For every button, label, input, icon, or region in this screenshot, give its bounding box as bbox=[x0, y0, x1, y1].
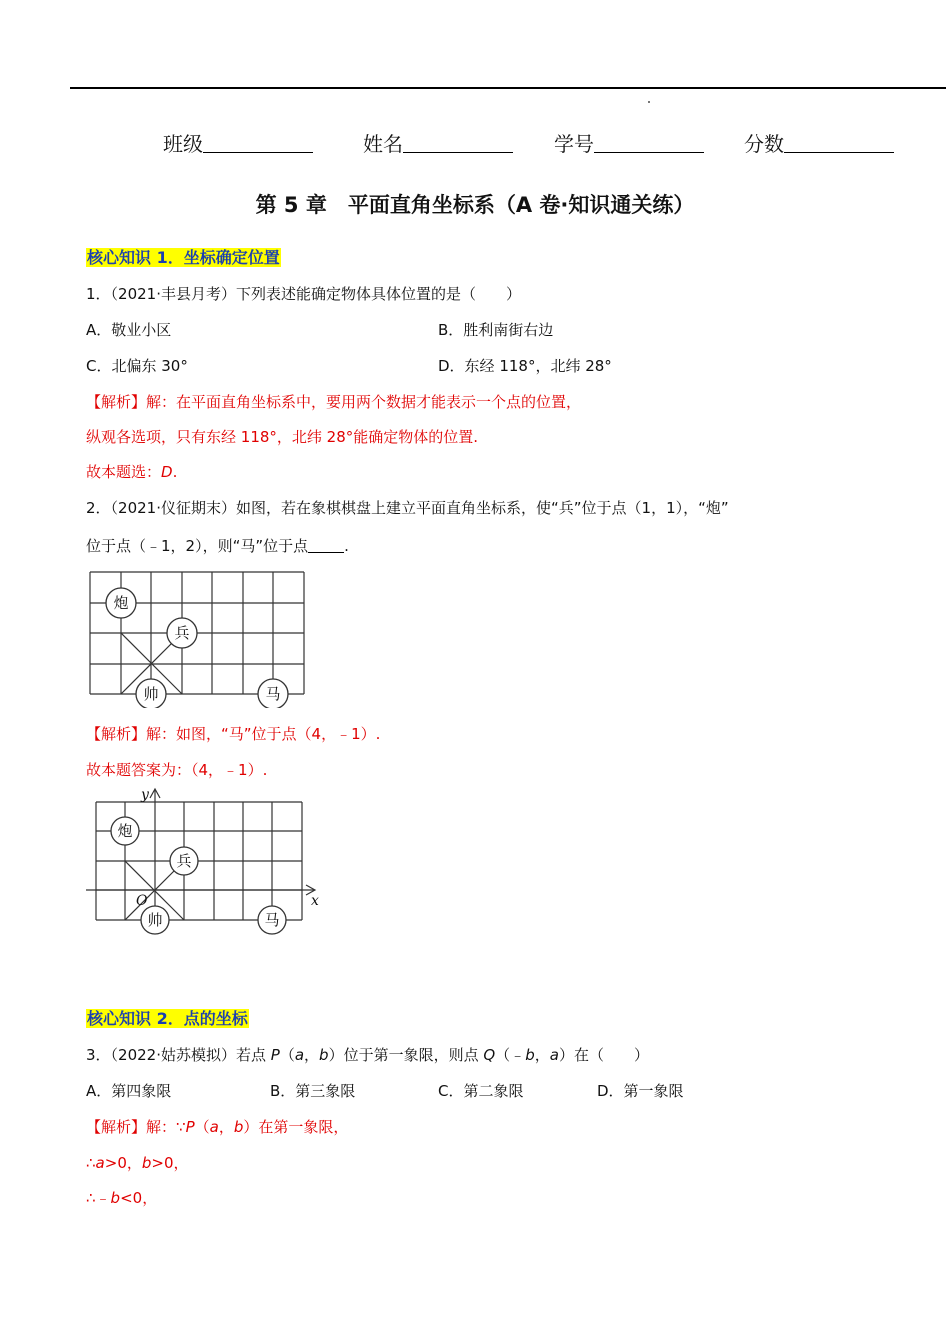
score-field bbox=[744, 128, 894, 157]
score-blank[interactable] bbox=[784, 134, 894, 153]
chess-board-figure bbox=[86, 568, 311, 708]
id-label: 学号 bbox=[554, 132, 594, 156]
svg-text:兵: 兵 bbox=[176, 852, 192, 870]
piece-ma-2 bbox=[258, 906, 286, 934]
analysis-tag: 【解析】 bbox=[86, 725, 147, 743]
q3-option-d: D．第一象限 bbox=[597, 1082, 684, 1100]
class-label: 班级 bbox=[163, 132, 203, 156]
q1-option-d: D．东经 118°，北纬 28° bbox=[438, 357, 612, 375]
header-dot bbox=[648, 101, 650, 103]
chess-board-axes-figure bbox=[86, 784, 326, 944]
q1-stem: 1．（2021·丰县月考）下列表述能确定物体具体位置的是（ ） bbox=[86, 285, 521, 303]
svg-text:帅: 帅 bbox=[147, 911, 163, 929]
id-field bbox=[554, 128, 704, 157]
q2-analysis-line2: 故本题答案为：（4，﹣1）. bbox=[86, 761, 268, 779]
name-field bbox=[363, 128, 513, 157]
score-label: 分数 bbox=[744, 132, 784, 156]
piece-pao bbox=[106, 588, 136, 618]
piece-shuai bbox=[136, 679, 166, 708]
svg-text:炮: 炮 bbox=[113, 594, 129, 612]
name-blank[interactable] bbox=[403, 134, 513, 153]
q3-analysis-line2: ∴a>0，b>0， bbox=[86, 1154, 189, 1172]
q2-analysis-line1: 【解析】解：如图，“马”位于点（4，﹣1）. bbox=[86, 725, 381, 743]
class-field bbox=[163, 128, 313, 157]
q3-option-b: B．第三象限 bbox=[270, 1082, 356, 1100]
svg-text:兵: 兵 bbox=[174, 624, 190, 642]
y-axis-label: y bbox=[141, 787, 149, 803]
q1-option-a: A．敬业小区 bbox=[86, 321, 172, 339]
name-label: 姓名 bbox=[363, 132, 403, 156]
top-rule bbox=[70, 87, 946, 89]
x-axis-label: x bbox=[311, 893, 319, 909]
analysis-tag: 【解析】 bbox=[86, 1118, 147, 1136]
piece-shuai-2 bbox=[141, 906, 169, 934]
q1-conclusion: 故本题选：D. bbox=[86, 463, 178, 481]
q2-stem-line1: 2．（2021·仪征期末）如图，若在象棋棋盘上建立平面直角坐标系，使“兵”位于点（1，1），“炮” bbox=[86, 499, 729, 517]
svg-text:帅: 帅 bbox=[143, 685, 159, 703]
class-blank[interactable] bbox=[203, 134, 313, 153]
origin-label: O bbox=[136, 893, 148, 909]
q3-analysis-line3: ∴﹣b<0， bbox=[86, 1189, 158, 1207]
piece-bing-2 bbox=[170, 847, 198, 875]
q1-option-b: B．胜利南街右边 bbox=[438, 321, 554, 339]
analysis-tag: 【解析】 bbox=[86, 393, 147, 411]
svg-text:马: 马 bbox=[265, 685, 281, 703]
q3-option-c: C．第二象限 bbox=[438, 1082, 524, 1100]
q1-analysis-line2: 纵观各选项，只有东经 118°，北纬 28°能确定物体的位置. bbox=[86, 428, 479, 446]
piece-ma bbox=[258, 679, 288, 708]
section-heading-2: 核心知识 2．点的坐标 bbox=[87, 1009, 248, 1028]
q3-stem: 3．（2022·姑苏模拟）若点 P（a，b）位于第一象限，则点 Q（﹣b，a）在（ ） bbox=[86, 1046, 649, 1064]
q1-answer: D bbox=[161, 463, 173, 481]
id-blank[interactable] bbox=[594, 134, 704, 153]
q3-option-a: A．第四象限 bbox=[86, 1082, 172, 1100]
piece-bing bbox=[167, 618, 197, 648]
page-title: 第 5 章 平面直角坐标系（A 卷·知识通关练） bbox=[255, 193, 695, 217]
svg-text:炮: 炮 bbox=[117, 822, 133, 840]
q1-analysis-line1: 【解析】解：在平面直角坐标系中，要用两个数据才能表示一个点的位置， bbox=[86, 393, 582, 411]
q2-answer-blank[interactable] bbox=[308, 538, 344, 553]
piece-pao-2 bbox=[111, 817, 139, 845]
q1-option-c: C．北偏东 30° bbox=[86, 357, 188, 375]
q2-stem-line2: 位于点（﹣1，2），则“马”位于点 . bbox=[86, 537, 349, 555]
section-heading-1: 核心知识 1．坐标确定位置 bbox=[87, 248, 280, 267]
q3-analysis-line1: 【解析】解：∵P（a，b）在第一象限， bbox=[86, 1118, 349, 1136]
svg-text:马: 马 bbox=[264, 911, 280, 929]
